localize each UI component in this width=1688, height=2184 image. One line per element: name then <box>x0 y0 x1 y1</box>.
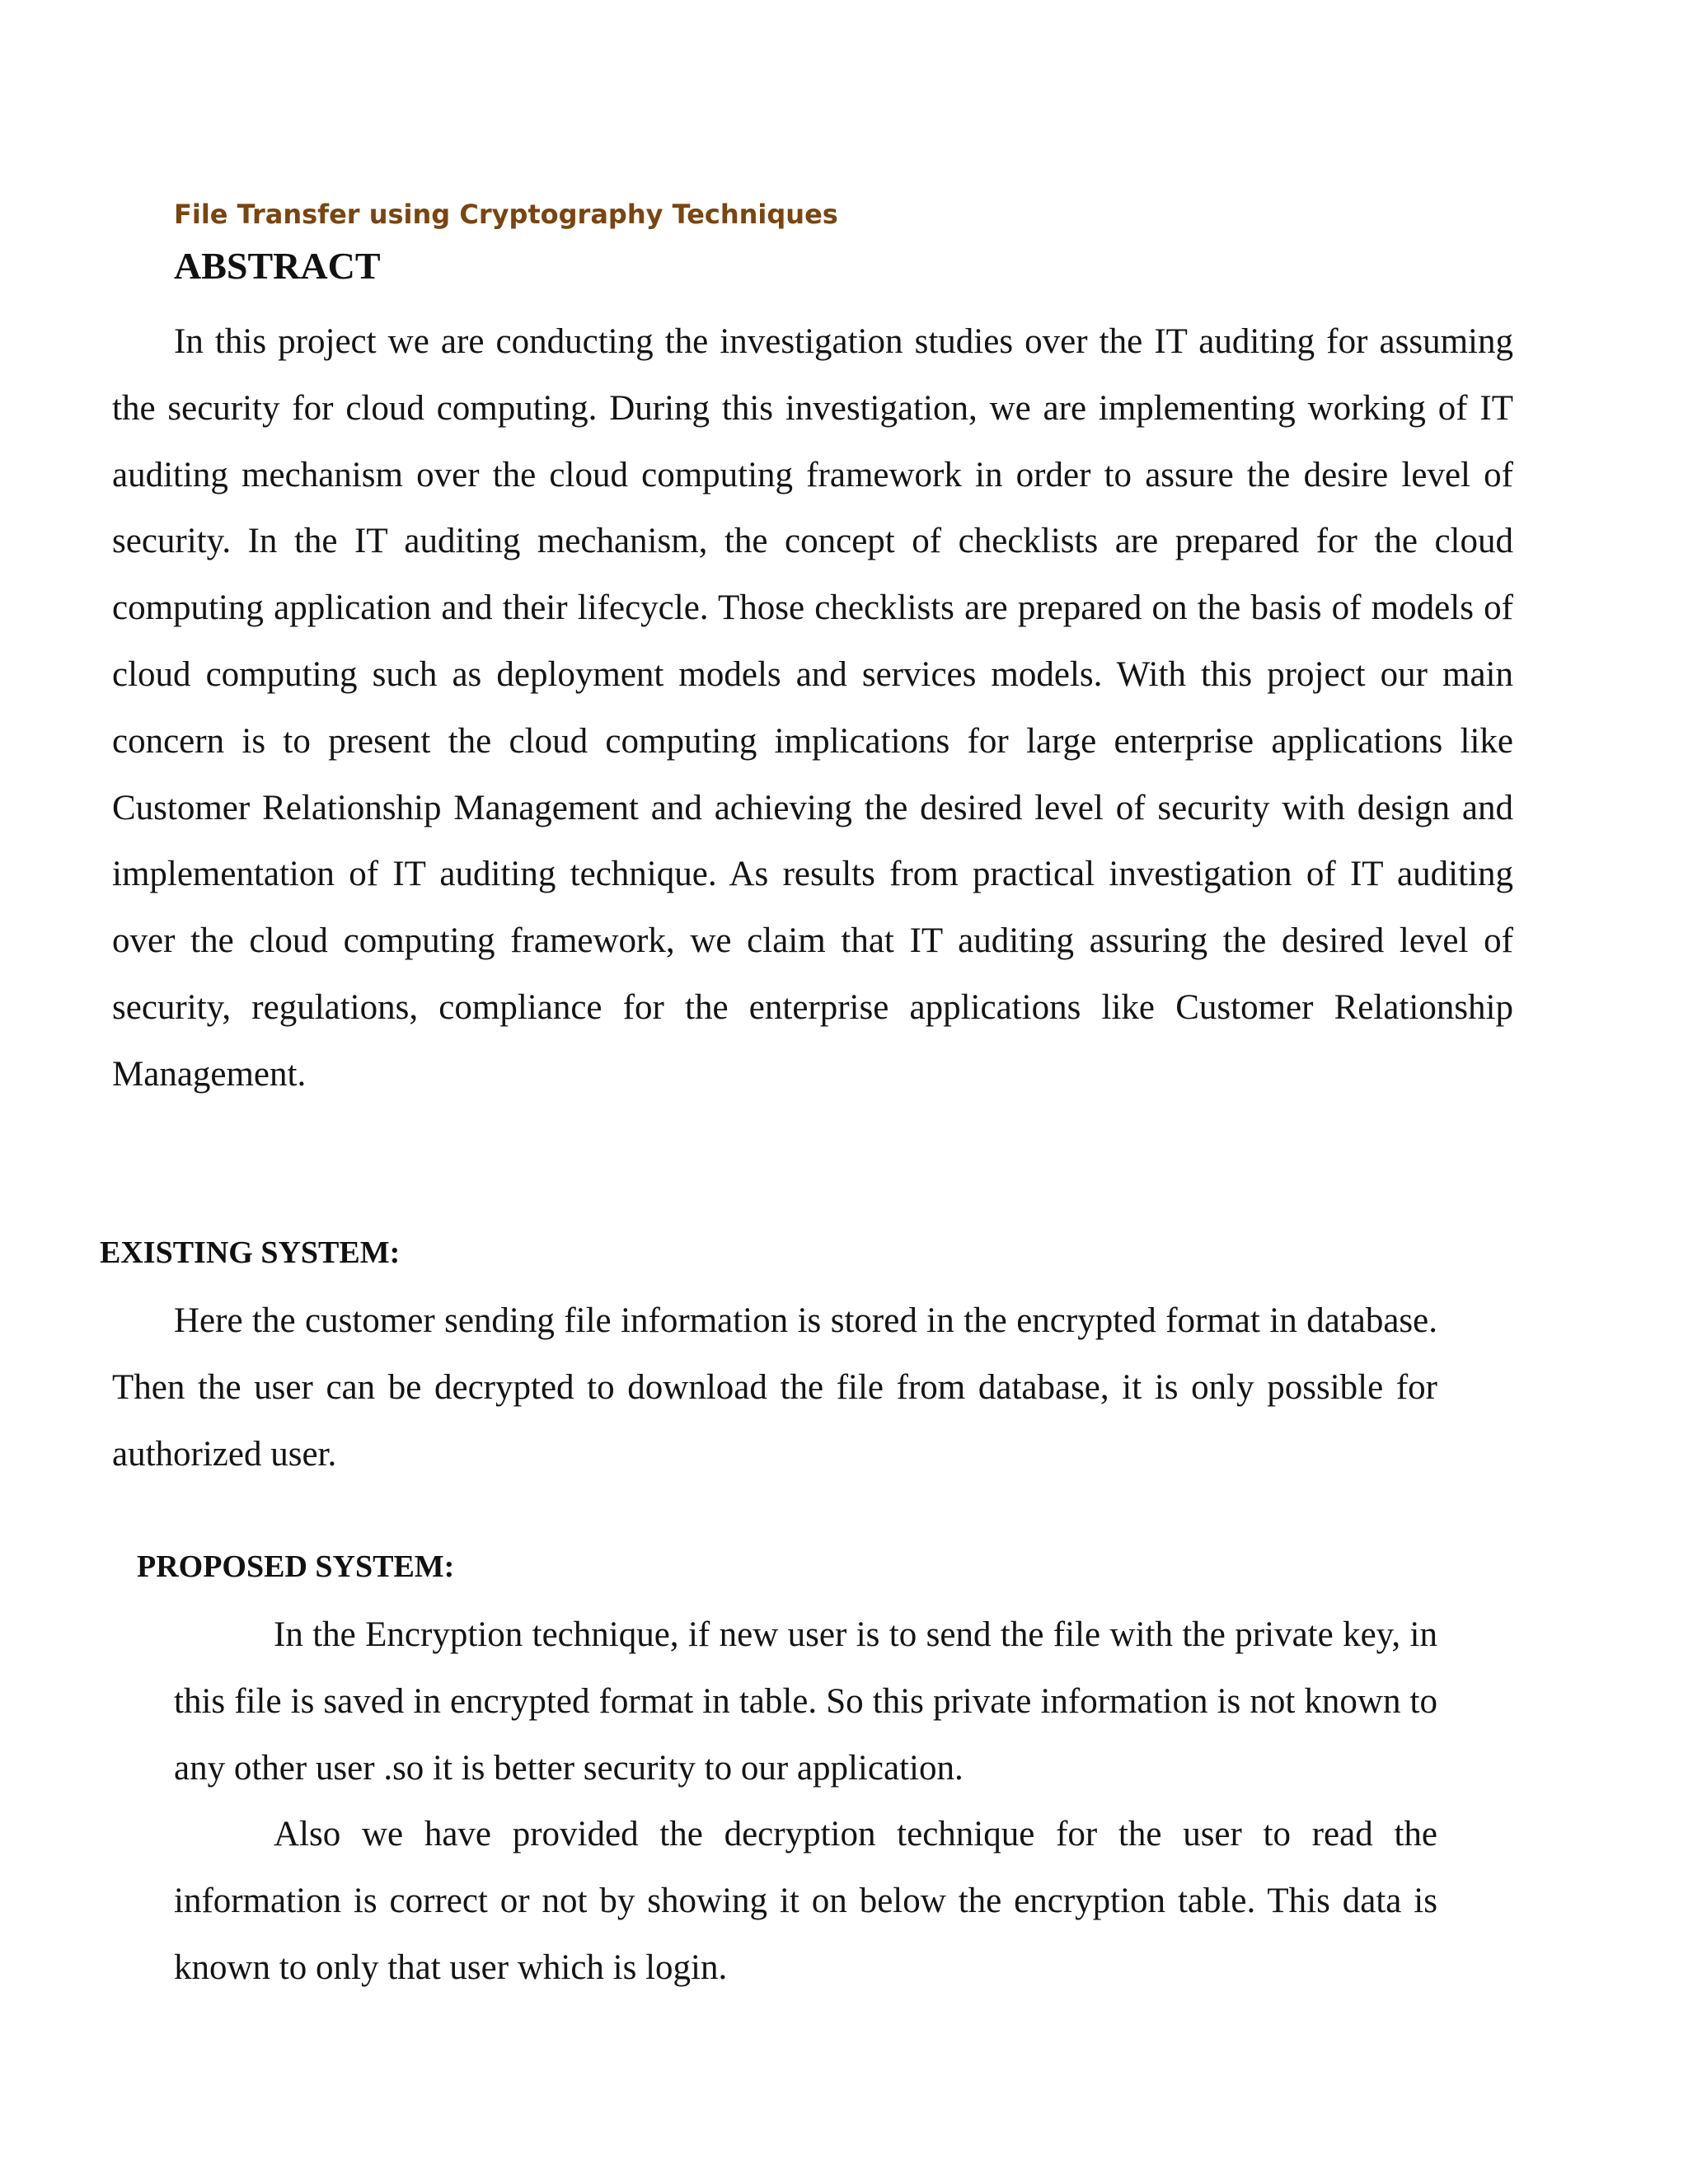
abstract-paragraph: In this project we are conducting the investigation studies over the IT auditing for assuming the security for cloud computing. During this investigation, we are implementing working of IT auditing mechanism over the cloud computing framework in order to assure the desire level of security. In the IT auditing mechanism, the concept of checklists are prepared for the cloud computing application and their lifecycle. Those checklists are prepared on the basis of models of cloud computing such as deployment models and services models. With this project our main concern is to present the cloud computing implications for large enterprise applications like Customer Relationship Management and achieving the desired level of security with design and implementation of IT auditing technique. As results from practical investigation of IT auditing over the cloud computing framework, we claim that IT auditing assuring the desired level of security, regulations, compliance for the enterprise applications like Customer Relationship Management. <box>112 322 1513 1094</box>
existing-system-paragraph: Here the customer sending file information is stored in the encrypted format in database. Then the user can be decrypted to download the file from database, it is only possible for authorized user. <box>112 1301 1437 1474</box>
proposed-system-heading: PROPOSED SYSTEM: <box>137 1549 455 1584</box>
proposed-system-paragraph-encryption: In the Encryption technique, if new user is to send the file with the private key, in this file is saved in encrypted format in table. So this private information is not known to any other user .so it is better security to our application. <box>174 1615 1437 1788</box>
proposed-system-paragraph-decryption: Also we have provided the decryption technique for the user to read the information is correct or not by showing it on below the encryption table. This data is known to only that user which is login. <box>174 1815 1437 1987</box>
document-title: File Transfer using Cryptography Techniques <box>174 199 838 230</box>
existing-system-heading: EXISTING SYSTEM: <box>100 1235 401 1270</box>
abstract-heading: ABSTRACT <box>174 245 381 287</box>
